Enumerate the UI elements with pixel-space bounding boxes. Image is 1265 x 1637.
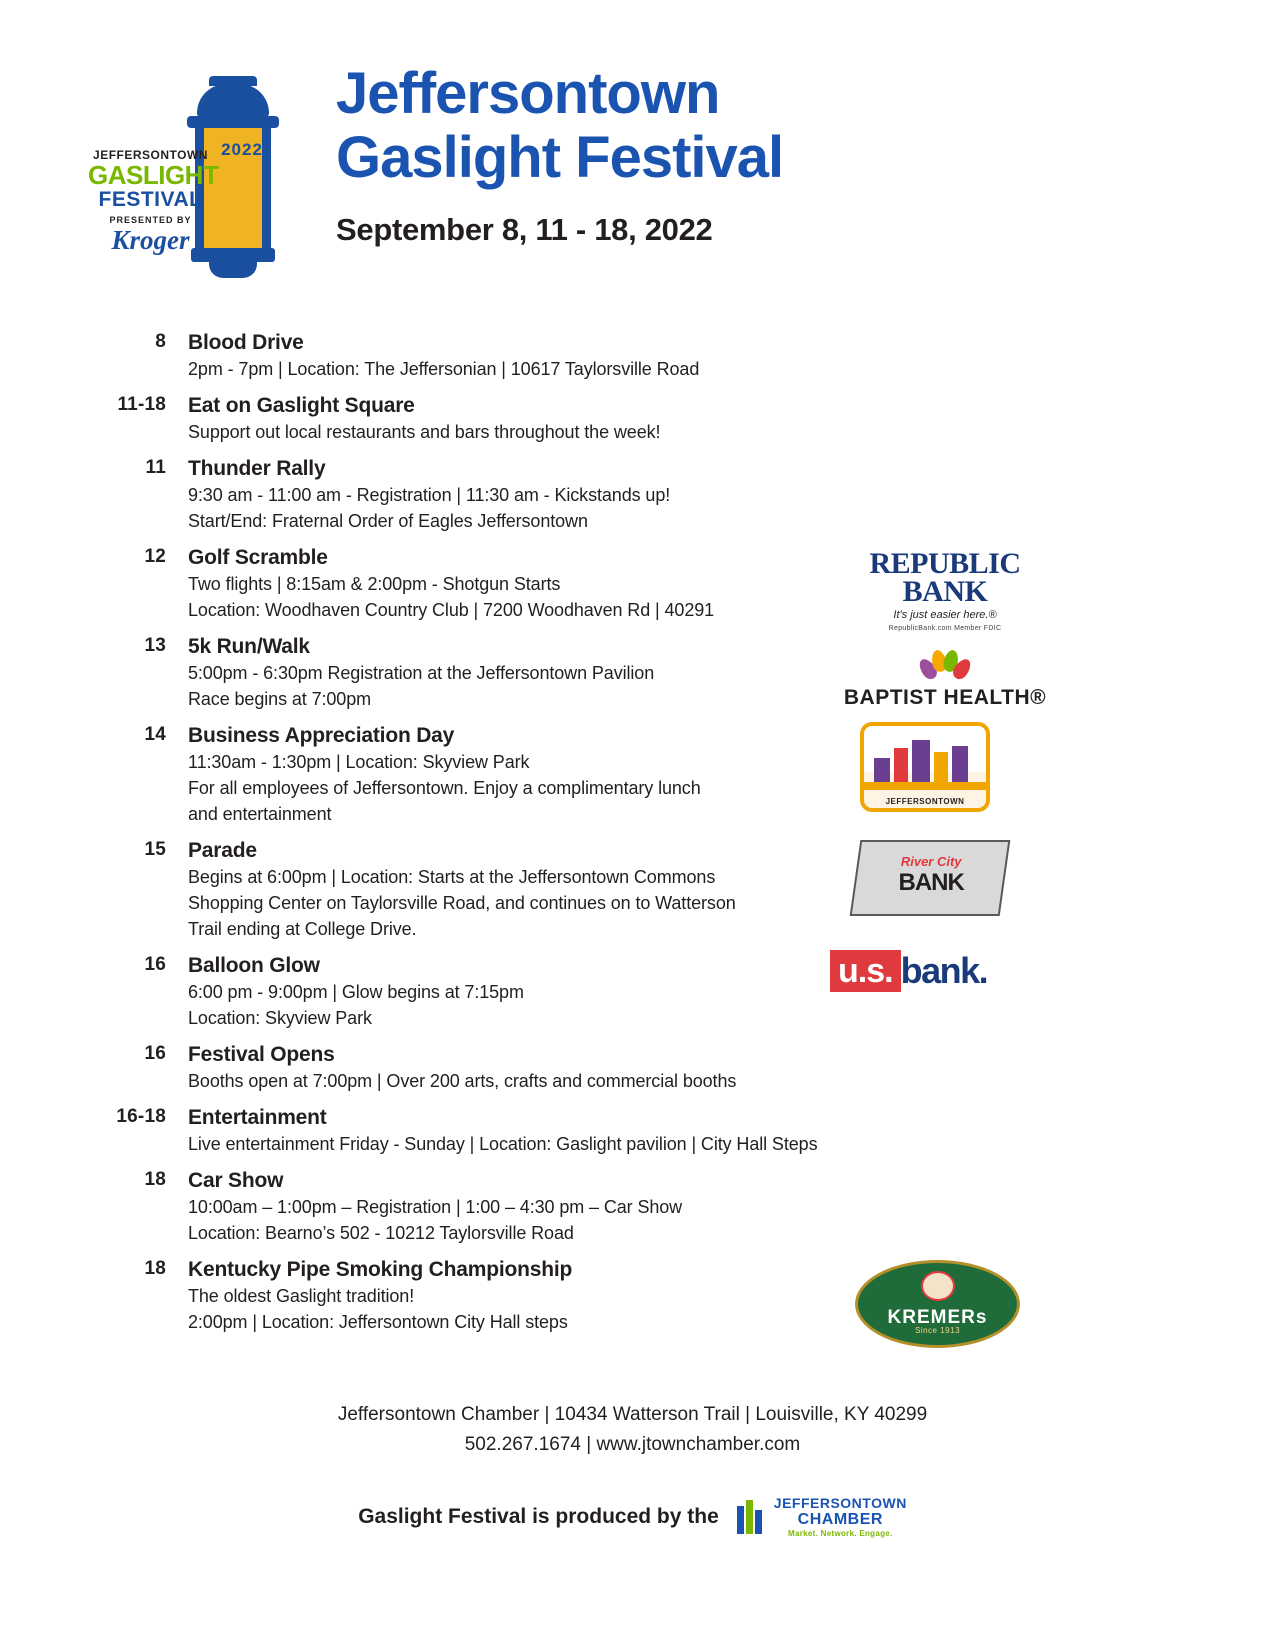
event-day: 18: [144, 1258, 166, 1279]
sponsor-us-bank: [830, 950, 1030, 992]
event-day: 14: [144, 724, 166, 745]
event-detail-line: 9:30 am - 11:00 am - Registration | 11:30 am - Kickstands up!: [188, 485, 671, 505]
document-header: [88, 48, 1178, 298]
event-detail-line: Begins at 6:00pm | Location: Starts at the Jeffersontown Commons: [188, 867, 716, 887]
event-detail-line: Location: Skyview Park: [188, 1008, 372, 1028]
sponsor-baptist-health: [820, 650, 1070, 710]
sponsor-city-of-jeffersontown: [860, 722, 990, 812]
event-title: Balloon Glow: [188, 954, 320, 977]
chamber-word-jeffersontown: JEFFERSONTOWN: [773, 1495, 907, 1511]
us-bank-mark: u.s.: [830, 950, 901, 992]
event-day: 11: [145, 457, 166, 478]
republic-bank-name-line2: BANK: [902, 575, 988, 608]
event-day: 13: [144, 635, 166, 656]
jeffersontown-chamber-logo: [737, 1496, 907, 1538]
kremers-chef-icon: [921, 1271, 955, 1301]
event-detail-line: 5:00pm - 6:30pm Registration at the Jeffersontown Pavilion: [188, 663, 655, 683]
republic-bank-tagline: It's just easier here.®: [893, 609, 997, 621]
event-day: 16: [144, 1043, 166, 1064]
logo-line-gaslight: GASLIGHT: [88, 160, 219, 190]
event-title: Thunder Rally: [188, 457, 326, 480]
event-schedule-list: [88, 330, 828, 1346]
event-detail-line: Support out local restaurants and bars throughout the week!: [188, 422, 661, 442]
logo-year: 2022: [221, 140, 263, 159]
chamber-tagline: Market. Network. Engage.: [788, 1529, 893, 1538]
event-title: Eat on Gaslight Square: [188, 394, 415, 417]
kremers-since: Since 1913: [914, 1326, 961, 1335]
event-day: 12: [144, 546, 166, 567]
event-detail-line: 10:00am – 1:00pm – Registration | 1:00 – 4:30 pm – Car Show: [188, 1197, 683, 1217]
event-item: [88, 1168, 828, 1246]
logo-line-presented-by: PRESENTED BY: [109, 215, 192, 225]
logo-wordmark: [88, 148, 219, 255]
gaslight-festival-logo: [88, 48, 320, 298]
event-day: 15: [144, 839, 166, 860]
event-detail-line: Location: Bearno’s 502 - 10212 Taylorsville Road: [188, 1223, 574, 1243]
event-detail-line: Live entertainment Friday - Sunday | Location: Gaslight pavilion | City Hall Steps: [188, 1134, 818, 1154]
logo-line-jeffersontown: JEFFERSONTOWN: [93, 148, 208, 162]
event-item: [88, 723, 828, 827]
baptist-health-petals-icon: [919, 650, 971, 682]
event-detail-line: For all employees of Jeffersontown. Enjoy a complimentary lunch: [188, 778, 701, 798]
logo-line-festival: FESTIVAL: [98, 188, 203, 211]
event-title: Car Show: [188, 1169, 284, 1192]
event-detail-line: Trail ending at College Drive.: [188, 919, 417, 939]
river-city-bank-name-top: River City: [900, 854, 962, 869]
chamber-bars-icon: [737, 1500, 767, 1534]
event-item: [88, 838, 828, 942]
document-footer: [0, 1400, 1265, 1538]
event-day: 8: [155, 331, 166, 352]
title-line-1: Jeffersontown: [336, 61, 720, 126]
event-item: [88, 1042, 828, 1094]
event-detail-line: Race begins at 7:00pm: [188, 689, 372, 709]
us-bank-name: bank.: [900, 950, 988, 991]
event-detail-line: 2pm - 7pm | Location: The Jeffersonian | 10617 Taylorsville Road: [188, 359, 700, 379]
event-detail-line: Location: Woodhaven Country Club | 7200 Woodhaven Rd | 40291: [188, 600, 715, 620]
event-day: 16-18: [116, 1106, 166, 1127]
event-detail-line: Booths open at 7:00pm | Over 200 arts, crafts and commercial booths: [188, 1071, 737, 1091]
event-title: 5k Run/Walk: [188, 635, 310, 658]
event-item: [88, 456, 828, 534]
jeffersontown-seal-name: JEFFERSONTOWN: [885, 797, 965, 806]
event-item: [88, 330, 828, 382]
event-item: [88, 953, 828, 1031]
event-detail-line: The oldest Gaslight tradition!: [188, 1286, 415, 1306]
event-detail-line: 6:00 pm - 9:00pm | Glow begins at 7:15pm: [188, 982, 524, 1002]
republic-bank-name-line1: REPUBLIC: [869, 547, 1021, 580]
event-detail-line: Start/End: Fraternal Order of Eagles Jeffersontown: [188, 511, 588, 531]
page-title: [336, 62, 1176, 248]
event-item: [88, 1105, 828, 1157]
event-title: Parade: [188, 839, 257, 862]
event-title: Festival Opens: [188, 1043, 335, 1066]
event-item: [88, 634, 828, 712]
sponsor-river-city-bank: [855, 840, 1005, 920]
event-day: 11-18: [117, 394, 166, 415]
event-title: Business Appreciation Day: [188, 724, 455, 747]
republic-bank-fineprint: RepublicBank.com Member FDIC: [888, 625, 1002, 632]
chamber-word-chamber: CHAMBER: [797, 1511, 883, 1528]
produced-by-block: [0, 1496, 1265, 1538]
kroger-logo: Kroger: [111, 225, 190, 255]
event-detail-line: Two flights | 8:15am & 2:00pm - Shotgun Starts: [188, 574, 561, 594]
footer-address: Jeffersontown Chamber | 10434 Watterson Trail | Louisville, KY 40299: [337, 1404, 928, 1425]
event-detail-line: and entertainment: [188, 804, 332, 824]
sponsor-republic-bank: [820, 547, 1070, 632]
event-detail-line: 2:00pm | Location: Jeffersontown City Hall steps: [188, 1312, 568, 1332]
sponsor-kremers: [855, 1260, 1020, 1348]
event-item: [88, 1257, 828, 1335]
event-day: 18: [144, 1169, 166, 1190]
event-title: Kentucky Pipe Smoking Championship: [188, 1258, 573, 1281]
produced-by-text: Gaslight Festival is produced by the: [358, 1505, 719, 1528]
event-item: [88, 393, 828, 445]
baptist-health-name: BAPTIST HEALTH®: [843, 686, 1047, 709]
page-subtitle-dates: September 8, 11 - 18, 2022: [336, 212, 713, 247]
event-detail-line: 11:30am - 1:30pm | Location: Skyview Park: [188, 752, 530, 772]
river-city-bank-name-bottom: BANK: [898, 869, 964, 896]
event-detail-line: Shopping Center on Taylorsville Road, and continues on to Watterson: [188, 893, 736, 913]
event-day: 16: [144, 954, 166, 975]
event-item: [88, 545, 828, 623]
event-title: Golf Scramble: [188, 546, 328, 569]
kremers-name: KREMERs: [887, 1307, 988, 1328]
footer-contact: 502.267.1674 | www.jtownchamber.com: [464, 1434, 801, 1455]
title-line-2: Gaslight Festival: [336, 125, 784, 190]
event-title: Blood Drive: [188, 331, 304, 354]
event-title: Entertainment: [188, 1106, 327, 1129]
